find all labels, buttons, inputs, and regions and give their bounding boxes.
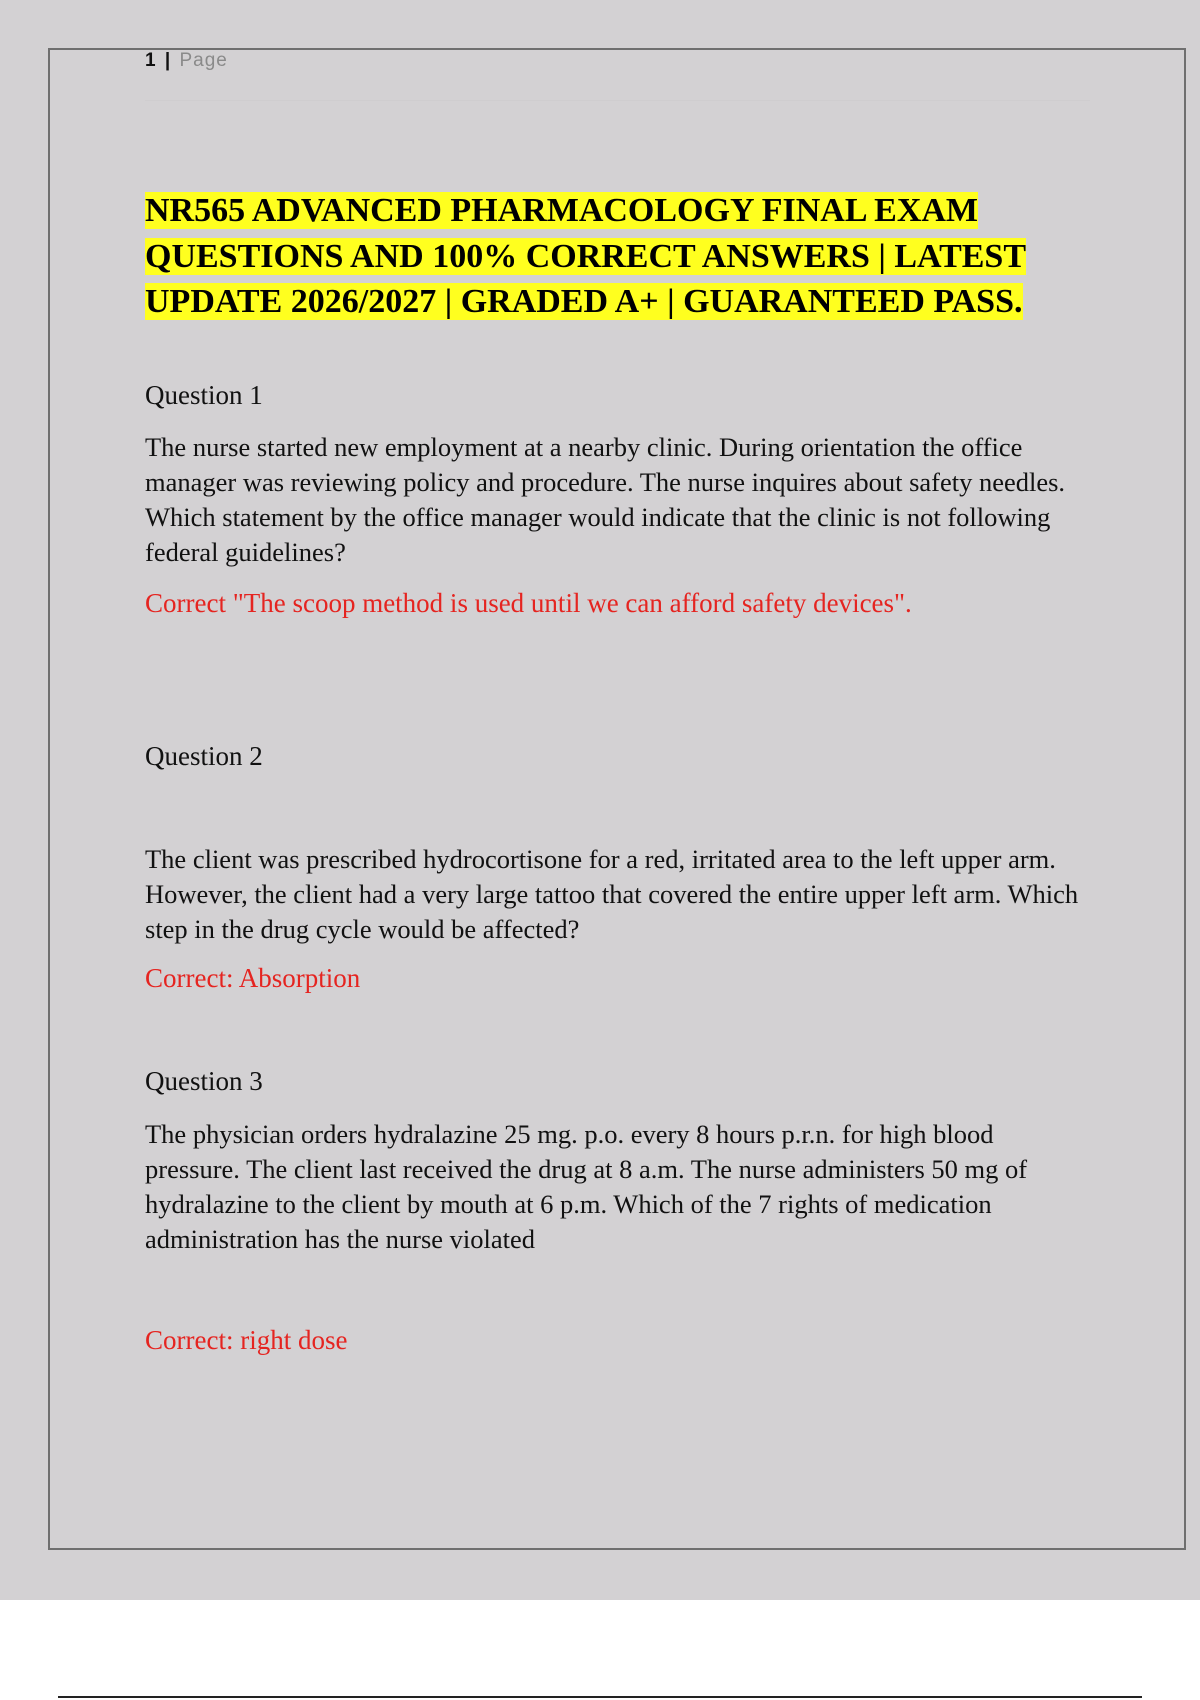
title-line-3: UPDATE 2026/2027 | GRADED A+ | GUARANTEED PASS. bbox=[145, 283, 1023, 320]
question-2-label: Question 2 bbox=[145, 741, 263, 771]
document-title bbox=[145, 188, 1105, 325]
question-3-text: The physician orders hydralazine 25 mg. p.o. every 8 hours p.r.n. for high blood pressure. The client last received the drug at 8 a.m. The nurse administers 50 mg of hydralazine to the client by mouth at 6 p.m. Which of the 7 rights of medication administration has the nurse violated bbox=[145, 1119, 1028, 1254]
page-header bbox=[145, 50, 228, 72]
question-3-label: Question 3 bbox=[145, 1066, 263, 1096]
question-3-answer: Correct: right dose bbox=[145, 1325, 348, 1355]
page-number: 1 bbox=[145, 50, 157, 71]
question-1-text: The nurse started new employment at a nearby clinic. During orientation the office manager was reviewing policy and procedure. The nurse inquires about safety needles. Which statement by the office manager would indicate that the clinic is not following federal guidelines? bbox=[145, 432, 1066, 567]
page-separator: | bbox=[164, 50, 172, 71]
question-2-answer: Correct: Absorption bbox=[145, 963, 361, 993]
title-line-2: QUESTIONS AND 100% CORRECT ANSWERS | LATEST bbox=[145, 237, 1027, 275]
question-2-text: The client was prescribed hydrocortisone for a red, irritated area to the left upper arm. However, the client had a very large tattoo that covered the entire upper left arm. Which step in the drug cycle would be affected? bbox=[145, 844, 1079, 944]
footer-rule bbox=[58, 1696, 1142, 1698]
question-1-label: Question 1 bbox=[145, 380, 263, 410]
page-word: Page bbox=[179, 50, 228, 71]
question-1-answer: Correct "The scoop method is used until we can afford safety devices". bbox=[145, 588, 912, 618]
title-line-1: NR565 ADVANCED PHARMACOLOGY FINAL EXAM bbox=[145, 192, 979, 229]
header-divider bbox=[145, 100, 1090, 101]
